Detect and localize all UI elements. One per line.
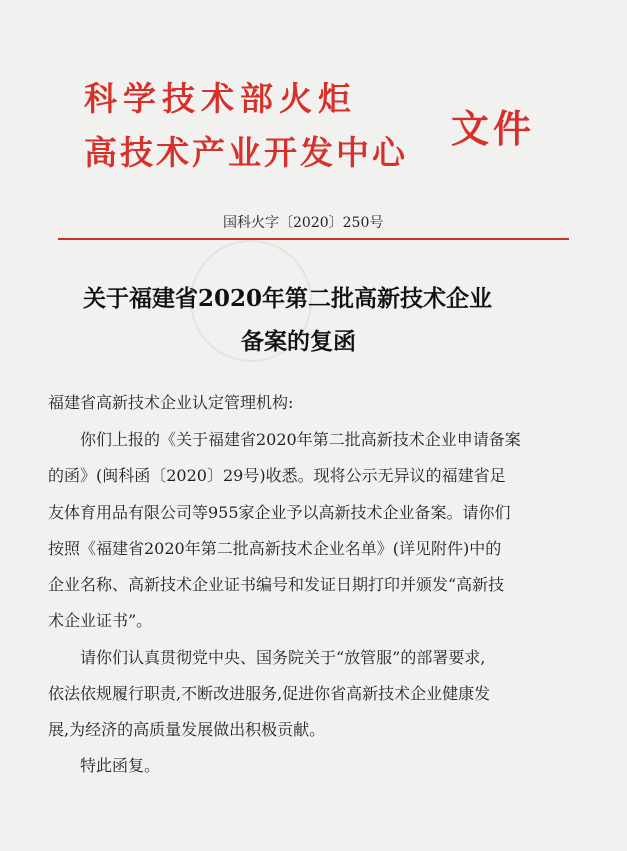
paragraph-1-line: 你们上报的《关于福建省2020年第二批高新技术企业申请备案: [80, 430, 521, 449]
closing-line: 特此函复。: [80, 756, 161, 775]
document-title-line-1: 关于福建省2020年第二批高新技术企业: [83, 285, 493, 312]
paragraph-1-line: 的函》(闽科函〔2020〕29号)收悉。现将公示无异议的福建省足: [48, 466, 506, 485]
issuer-name-line-1: 科学技术部火炬: [84, 79, 357, 118]
paragraph-2-line: 展,为经济的高质量发展做出积极贡献。: [48, 720, 326, 739]
document-type-label: 文件: [451, 106, 536, 151]
document-title-line-2: 备案的复函: [241, 328, 356, 355]
red-divider-line: [58, 238, 569, 240]
paragraph-1-line: 友体育用品有限公司等955家企业予以高新技术企业备案。请你们: [48, 503, 511, 522]
issuer-name-line-2: 高技术产业开发中心: [84, 133, 408, 172]
document-number: 国科火字〔2020〕250号: [223, 215, 384, 231]
paragraph-1-line: 企业名称、高新技术企业证书编号和发证日期打印并颁发“高新技: [48, 575, 505, 594]
recipient-line: 福建省高新技术企业认定管理机构:: [48, 393, 294, 412]
paragraph-2-line: 请你们认真贯彻党中央、国务院关于“放管服”的部署要求,: [80, 648, 486, 667]
paragraph-1-line: 术企业证书”。: [48, 611, 153, 630]
paragraph-1-line: 按照《福建省2020年第二批高新技术企业名单》(详见附件)中的: [48, 539, 502, 558]
paragraph-2-line: 依法依规履行职责,不断改进服务,促进你省高新技术企业健康发: [48, 684, 491, 703]
